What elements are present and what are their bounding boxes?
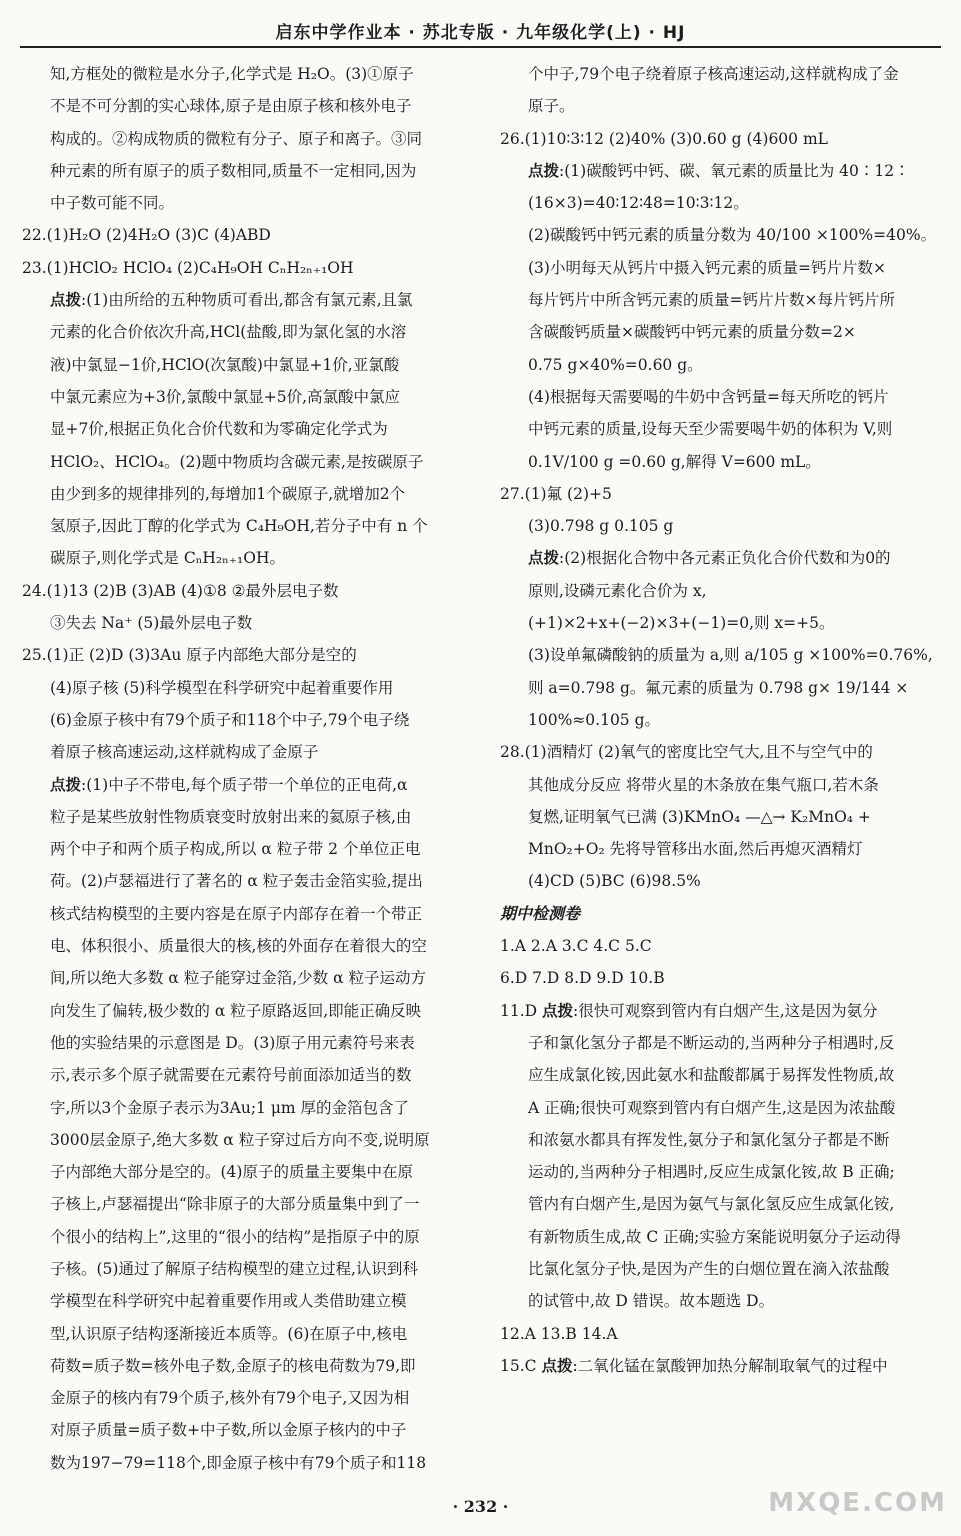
text-line: 个很小的结构上”,这里的“很小的结构”是指原子中的原 — [50, 1227, 420, 1246]
right-column — [500, 58, 945, 1382]
text-line: 23.(1)HClO₂ HClO₄ (2)C₄H₉OH CₙH₂ₙ₊₁OH — [22, 258, 354, 277]
text-line: 向发生了偏转,极少数的 α 粒子原路返回,即能正确反映 — [50, 1001, 422, 1020]
text-line: 27.(1)氟 (2)+5 — [500, 484, 612, 503]
hint-keyword: 点拨 — [50, 290, 82, 310]
text-line: 15.C 点拨:二氧化锰在氯酸钾加热分解制取氧气的过程中 — [500, 1355, 888, 1375]
text-line: 由少到多的规律排列的,每增加1个碳原子,就增加2个 — [50, 484, 406, 503]
text-line: (4)根据每天需要喝的牛奶中含钙量=每天所吃的钙片 — [528, 387, 889, 406]
text-line: 11.D 点拨:很快可观察到管内有白烟产生,这是因为氨分 — [500, 1000, 878, 1020]
text-line: 核式结构模型的主要内容是在原子内部存在着一个带正 — [50, 904, 423, 923]
text-line: (2)碳酸钙中钙元素的质量分数为 40/100 ×100%=40%。 — [528, 226, 937, 245]
text-line: 和浓氨水都具有挥发性,氨分子和氯化氢分子都是不断 — [528, 1130, 890, 1149]
text-line: (3)设单氟磷酸钠的质量为 a,则 a/105 g ×100%=0.76%, — [528, 646, 933, 665]
text-line: 0.75 g×40%=0.60 g。 — [528, 355, 703, 374]
header-rule — [20, 46, 941, 48]
text-line: A 正确;很快可观察到管内有白烟产生,这是因为浓盐酸 — [528, 1098, 896, 1117]
left-column — [22, 58, 480, 1479]
text-line: 中氯元素应为+3价,氯酸中氯显+5价,高氯酸中氯应 — [50, 387, 401, 406]
text-line: HClO₂、HClO₄。(2)题中物质均含碳元素,是按碳原子 — [50, 452, 424, 471]
text-line: 复燃,证明氧气已满 (3)KMnO₄ —△→ K₂MnO₄ + — [528, 807, 871, 826]
hint-keyword: 点拨 — [528, 548, 560, 568]
text-line: (+1)×2+x+(−2)×3+(−1)=0,则 x=+5。 — [528, 614, 835, 633]
text-line: 荷数=质子数=核外电子数,金原子的核电荷数为79,即 — [50, 1356, 416, 1375]
text-line: 运动的,当两种分子相遇时,反应生成氯化铵,故 B 正确; — [528, 1163, 895, 1182]
text-line: 氢原子,因此丁醇的化学式为 C₄H₉OH,若分子中有 n 个 — [50, 517, 428, 536]
text-line: 荷。(2)卢瑟福进行了著名的 α 粒子轰击金箔实验,提出 — [50, 872, 423, 891]
text-line: 构成的。②构成物质的微粒有分子、原子和离子。③同 — [50, 129, 423, 148]
text-line: 子内部绝大部分是空的。(4)原子的质量主要集中在原 — [50, 1163, 413, 1182]
text-line: 对原子质量=质子数+中子数,所以金原子核内的中子 — [50, 1421, 407, 1440]
text-line: 元素的化合价依次升高,HCl(盐酸,即为氯化氢的水溶 — [50, 323, 407, 342]
text-line: 着原子核高速运动,这样就构成了金原子 — [50, 743, 319, 762]
text-line: 型,认识原子结构逐渐接近本质等。(6)在原子中,核电 — [50, 1324, 408, 1343]
text-line: 1.A 2.A 3.C 4.C 5.C — [500, 937, 652, 956]
text-line: ③失去 Na⁺ (5)最外层电子数 — [50, 614, 253, 633]
text-line: 金原子的核内有79个质子,核外有79个电子,又因为相 — [50, 1389, 410, 1408]
text-line: 25.(1)正 (2)D (3)3Au 原子内部绝大部分是空的 — [22, 646, 357, 665]
text-line: 点拨:(1)中子不带电,每个质子带一个单位的正电荷,α — [50, 774, 408, 794]
text-line: 6.D 7.D 8.D 9.D 10.B — [500, 969, 665, 988]
text-line: 显+7价,根据正负化合价代数和为零确定化学式为 — [50, 420, 388, 439]
text-line: 粒子是某些放射性物质衰变时放射出来的氦原子核,由 — [50, 807, 412, 826]
text-line: 原子。 — [528, 97, 575, 116]
text-line: 则 a=0.798 g。氟元素的质量为 0.798 g× 19/144 × — [528, 678, 909, 697]
text-line: 子核上,卢瑟福提出“除非原子的大部分质量集中到了一 — [50, 1195, 420, 1214]
text-line: 原则,设磷元素化合价为 x, — [528, 581, 707, 600]
text-line: (4)原子核 (5)科学模型在科学研究中起着重要作用 — [50, 678, 394, 697]
text-line: 电、体积很小、质量很大的核,核的外面存在着很大的空 — [50, 937, 427, 956]
text-line: 间,所以绝大多数 α 粒子能穿过金箔,少数 α 粒子运动方 — [50, 969, 426, 988]
text-line: 数为197−79=118个,即金原子核中有79个质子和118 — [50, 1453, 427, 1472]
text-line: 种元素的所有原子的质子数相同,质量不一定相同,因为 — [50, 161, 417, 180]
text-line: 每片钙片中所含钙元素的质量=钙片片数×每片钙片所 — [528, 291, 895, 310]
text-line: 知,方框处的微粒是水分子,化学式是 H₂O。(3)①原子 — [50, 65, 414, 83]
text-line: 28.(1)酒精灯 (2)氧气的密度比空气大,且不与空气中的 — [500, 743, 873, 762]
text-line: MnO₂+O₂ 先将导管移出水面,然后再熄灭酒精灯 — [528, 840, 863, 859]
text-line: 22.(1)H₂O (2)4H₂O (3)C (4)ABD — [22, 226, 271, 245]
text-line: 点拨:(1)碳酸钙中钙、碳、氧元素的质量比为 40∶12∶ — [528, 160, 910, 180]
text-line: 比氯化氢分子快,是因为产生的白烟位置在滴入浓盐酸 — [528, 1259, 890, 1278]
text-line: 不是不可分割的实心球体,原子是由原子核和核外电子 — [50, 97, 412, 116]
text-line: 学模型在科学研究中起着重要作用或人类借助建立模 — [50, 1292, 407, 1311]
hint-keyword: 点拨 — [542, 1000, 574, 1020]
text-line: (6)金原子核中有79个质子和118个中子,79个电子绕 — [50, 710, 410, 729]
hint-keyword: 点拨 — [50, 774, 82, 794]
text-line: (3)小明每天从钙片中摄入钙元素的质量=钙片片数× — [528, 258, 886, 277]
text-line: 中子数可能不同。 — [50, 194, 175, 213]
section-heading: 期中检测卷 — [500, 903, 581, 923]
hint-keyword: 点拨 — [528, 160, 560, 180]
text-line: 点拨:(2)根据化合物中各元素正负化合价代数和为0的 — [528, 548, 891, 568]
text-line: 他的实验结果的示意图是 D。(3)原子用元素符号来表 — [50, 1033, 415, 1052]
hint-keyword: 点拨 — [541, 1355, 573, 1375]
text-line: 12.A 13.B 14.A — [500, 1324, 618, 1343]
text-line: 中钙元素的质量,设每天至少需要喝牛奶的体积为 V,则 — [528, 420, 893, 439]
text-line: 的试管中,故 D 错误。故本题选 D。 — [528, 1292, 775, 1311]
text-line: 24.(1)13 (2)B (3)AB (4)①8 ②最外层电子数 — [22, 581, 339, 600]
text-line: 有新物质生成,故 C 正确;实验方案能说明氨分子运动得 — [528, 1227, 901, 1246]
page-number: · 232 · — [452, 1497, 509, 1516]
text-line: 3000层金原子,绝大多数 α 粒子穿过后方向不变,说明原 — [50, 1130, 430, 1149]
text-line: 0.1V/100 g =0.60 g,解得 V=600 mL。 — [528, 452, 821, 471]
text-line: 个中子,79个电子绕着原子核高速运动,这样就构成了金 — [528, 65, 899, 83]
watermark-logo: MXQE.COM — [768, 1488, 947, 1518]
page-header — [0, 0, 961, 52]
text-line: 管内有白烟产生,是因为氨气与氯化氢反应生成氯化铵, — [528, 1195, 895, 1214]
text-line: 100%≈0.105 g。 — [528, 710, 661, 729]
text-line: 子和氯化氢分子都是不断运动的,当两种分子相遇时,反 — [528, 1033, 895, 1052]
text-line: 碳原子,则化学式是 CₙH₂ₙ₊₁OH。 — [50, 549, 285, 568]
text-line: (4)CD (5)BC (6)98.5% — [528, 872, 701, 891]
text-line: 含碳酸钙质量×碳酸钙中钙元素的质量分数=2× — [528, 323, 856, 342]
text-line: 点拨:(1)由所给的五种物质可看出,都含有氯元素,且氯 — [50, 290, 413, 310]
text-line: (3)0.798 g 0.105 g — [528, 517, 674, 536]
header-title: 启东中学作业本 · 苏北专版 · 九年级化学(上) · HJ — [275, 23, 686, 43]
text-line: 液)中氯显−1价,HClO(次氯酸)中氯显+1价,亚氯酸 — [50, 355, 400, 374]
text-line: 应生成氯化铵,因此氨水和盐酸都属于易挥发性物质,故 — [528, 1066, 895, 1085]
text-line: 子核。(5)通过了解原子结构模型的建立过程,认识到科 — [50, 1259, 418, 1278]
text-line: 26.(1)10∶3∶12 (2)40% (3)0.60 g (4)600 mL — [500, 129, 828, 148]
text-line: 两个中子和两个质子构成,所以 α 粒子带 2 个单位正电 — [50, 840, 421, 859]
text-line: 示,表示多个原子就需要在元素符号前面添加适当的数 — [50, 1066, 412, 1085]
text-line: 字,所以3个金原子表示为3Au;1 μm 厚的金箔包含了 — [50, 1098, 410, 1117]
text-line: 其他成分反应 将带火星的木条放在集气瓶口,若木条 — [528, 775, 879, 794]
text-line: (16×3)=40∶12∶48=10∶3∶12。 — [528, 194, 749, 213]
